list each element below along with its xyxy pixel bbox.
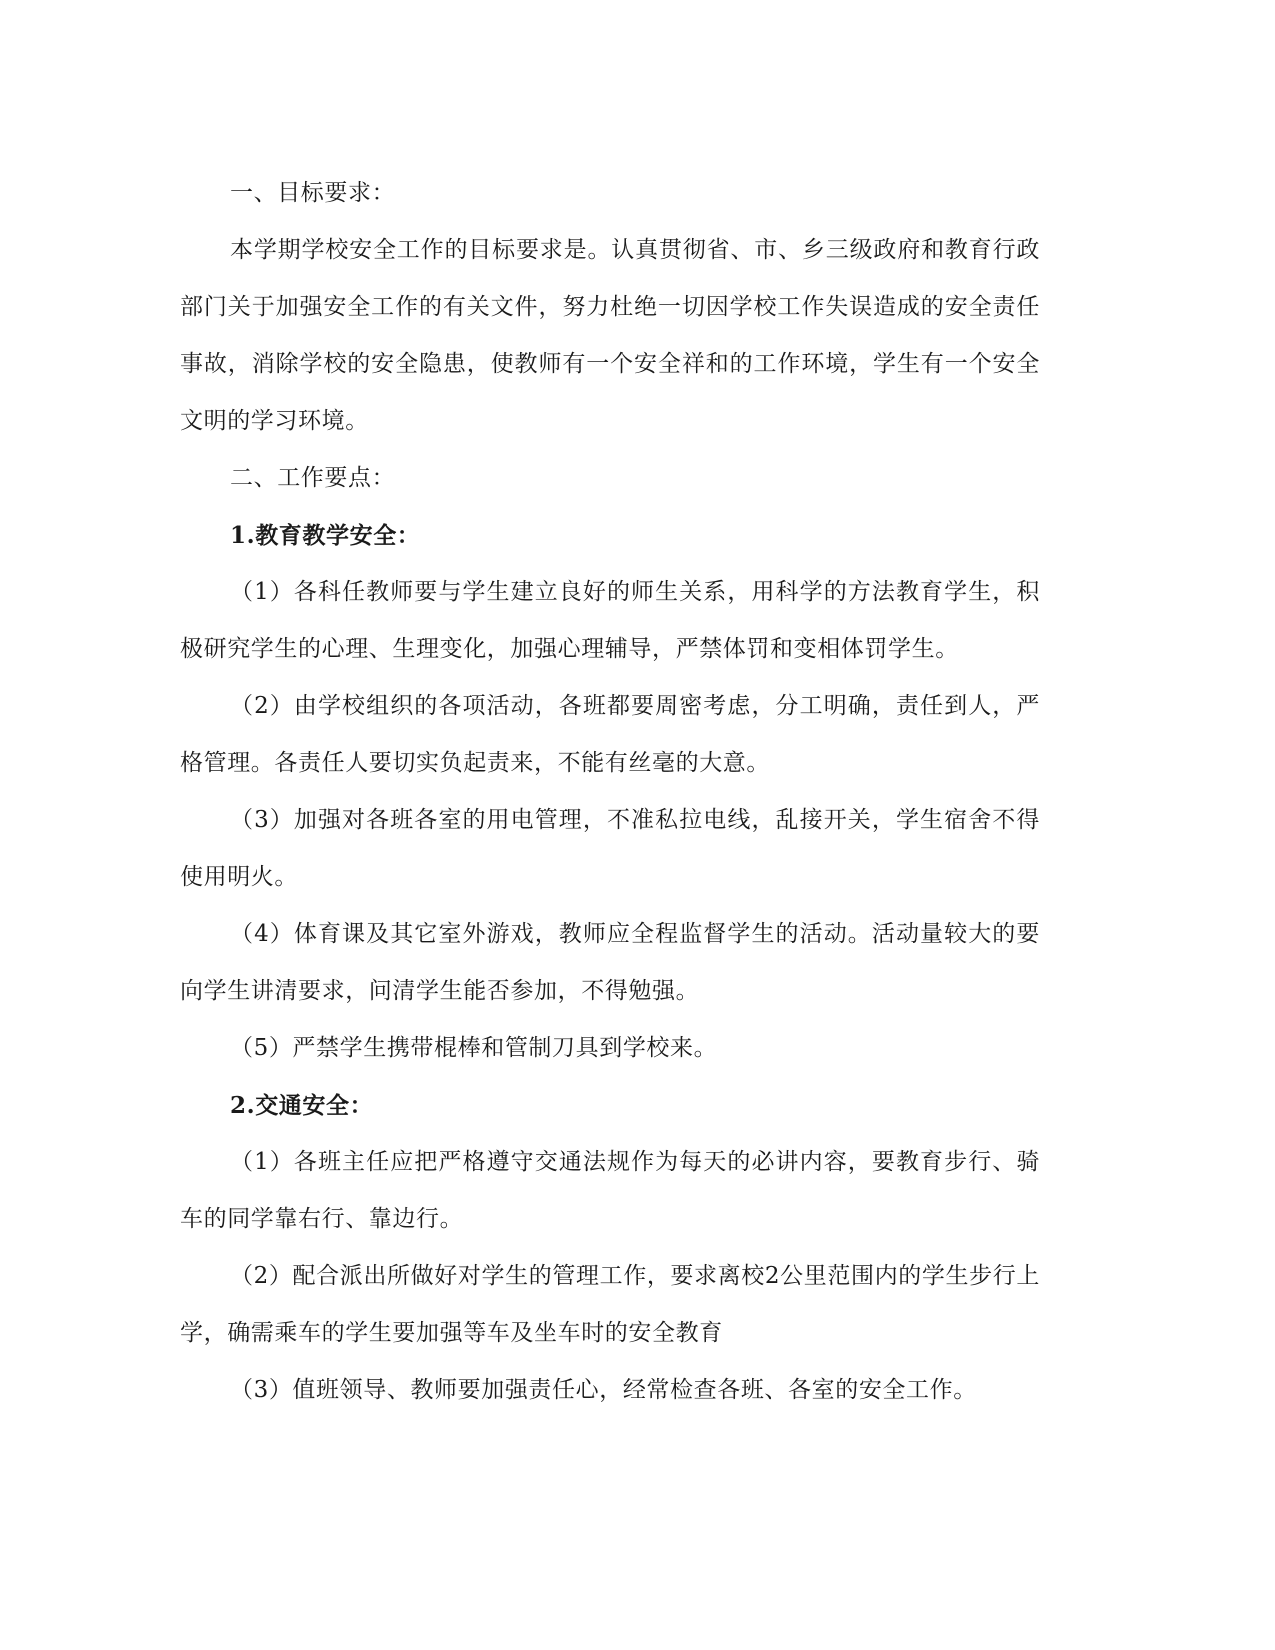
list-item: （1）各科任教师要与学生建立良好的师生关系，用科学的方法教育学生，积极研究学生的心理、生理变化，加强心理辅导，严禁体罚和变相体罚学生。 [180,579,1040,662]
section-heading-key-points: 二、工作要点： [230,465,396,491]
subsection-title-teaching-safety: 1.教育教学安全： [230,522,421,549]
goals-paragraph: 本学期学校安全工作的目标要求是。认真贯彻省、市、乡三级政府和教育行政部门关于加强安全工作的有关文件，努力杜绝一切因学校工作失误造成的安全责任事故，消除学校的安全隐患，使教师有一个安全祥和的工作环境，学生有一个安全文明的学习环境。 [180,237,1040,434]
list-item: （5）严禁学生携带棍棒和管制刀具到学校来。 [230,1035,718,1061]
list-item: （4）体育课及其它室外游戏，教师应全程监督学生的活动。活动量较大的要向学生讲清要求，问清学生能否参加，不得勉强。 [180,921,1040,1004]
section-heading-goals: 一、目标要求： [230,180,396,206]
list-item: （3）值班领导、教师要加强责任心，经常检查各班、各室的安全工作。 [230,1377,977,1403]
list-item: （1）各班主任应把严格遵守交通法规作为每天的必讲内容，要教育步行、骑车的同学靠右行、靠边行。 [180,1149,1040,1232]
list-item: （2）由学校组织的各项活动，各班都要周密考虑，分工明确，责任到人，严格管理。各责任人要切实负起责来，不能有丝毫的大意。 [180,693,1040,776]
document-body [180,165,1040,1419]
list-item: （3）加强对各班各室的用电管理，不准私拉电线，乱接开关，学生宿舍不得使用明火。 [180,807,1040,890]
subsection-title-traffic-safety: 2.交通安全： [230,1092,374,1119]
list-item: （2）配合派出所做好对学生的管理工作，要求离校2公里范围内的学生步行上学，确需乘车的学生要加强等车及坐车时的安全教育 [180,1263,1040,1346]
